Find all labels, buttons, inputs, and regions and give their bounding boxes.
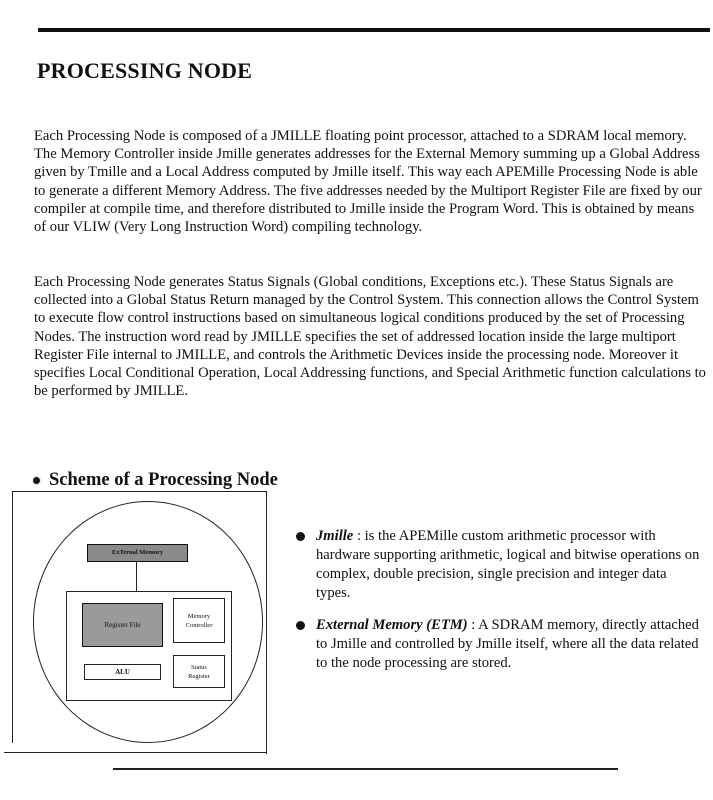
- status-register-block: [173, 655, 225, 688]
- description-text: : is the APEMille custom arithmetic processor with hardware supporting arithmetic, logical and bitwise operations on complex, double precision, single precision and integer data types.: [316, 528, 700, 601]
- description-term: External Memory (ETM): [316, 617, 468, 633]
- description-term: Jmille: [316, 528, 354, 544]
- status-paragraph: Each Processing Node generates Status Signals (Global conditions, Exceptions etc.). These Status Signals are collected into a Global Status Return managed by the Control System. This connection allows the Control System to execute flow control instructions based on simultaneous logical conditions produced by the set of Processing Nodes. The instruction word read by JMILLE specifies the set of addressed location inside the large multiport Register File internal to JMILLE, and controls the Arithmetic Devices inside the processing node. Moreover it specifies Local Conditional Operation, Local Addressing functions, and Special Arithmetic function calculations to be performed by JMILLE.: [34, 274, 706, 400]
- top-divider-rule: [38, 28, 710, 32]
- status-register-label-line2: Register: [188, 672, 210, 680]
- description-item-external-memory: [296, 616, 701, 673]
- memory-controller-label-line2: Controller: [185, 621, 213, 629]
- register-file-block: Register File: [82, 603, 163, 647]
- diagram-frame-left-edge: [12, 491, 13, 743]
- external-memory-block: ExTernal Memory: [87, 544, 188, 562]
- page-title: PROCESSING NODE: [37, 58, 253, 83]
- scheme-heading-text: Scheme of a Processing Node: [49, 470, 278, 490]
- alu-block: ALU: [84, 664, 161, 680]
- bullet-icon: [296, 532, 305, 541]
- bullet-icon: [32, 476, 41, 485]
- status-register-label-line1: Status: [191, 663, 207, 671]
- memory-connector-line: [136, 562, 137, 591]
- memory-controller-block: [173, 598, 225, 643]
- intro-paragraph: Each Processing Node is composed of a JMILLE floating point processor, attached to a SDRAM local memory. The Memory Controller inside Jmille generates addresses for the External Memory summing up a Global Address given by Tmille and a Local Address computed by Jmille itself. This way each APEMille Processing Node is able to generate a different Memory Address. The five addresses needed by the Multiport Register File are fixed by our compiler at compile time, and therefore distributed to Jmille inside the Program Word. This is obtained by means of our VLIW (Very Long Instruction Word) compiling technology.: [34, 128, 702, 236]
- memory-controller-label-line1: Memory: [187, 612, 211, 620]
- bottom-divider-rule: [113, 768, 618, 770]
- bullet-icon: [296, 621, 305, 630]
- description-item-jmille: [296, 527, 701, 603]
- diagram-frame-bottom-edge: [4, 752, 266, 753]
- scheme-heading: [32, 470, 278, 491]
- description-text: : A SDRAM memory, directly attached to Jmille and controlled by Jmille itself, where all the data related to the node processing are stored.: [316, 617, 699, 671]
